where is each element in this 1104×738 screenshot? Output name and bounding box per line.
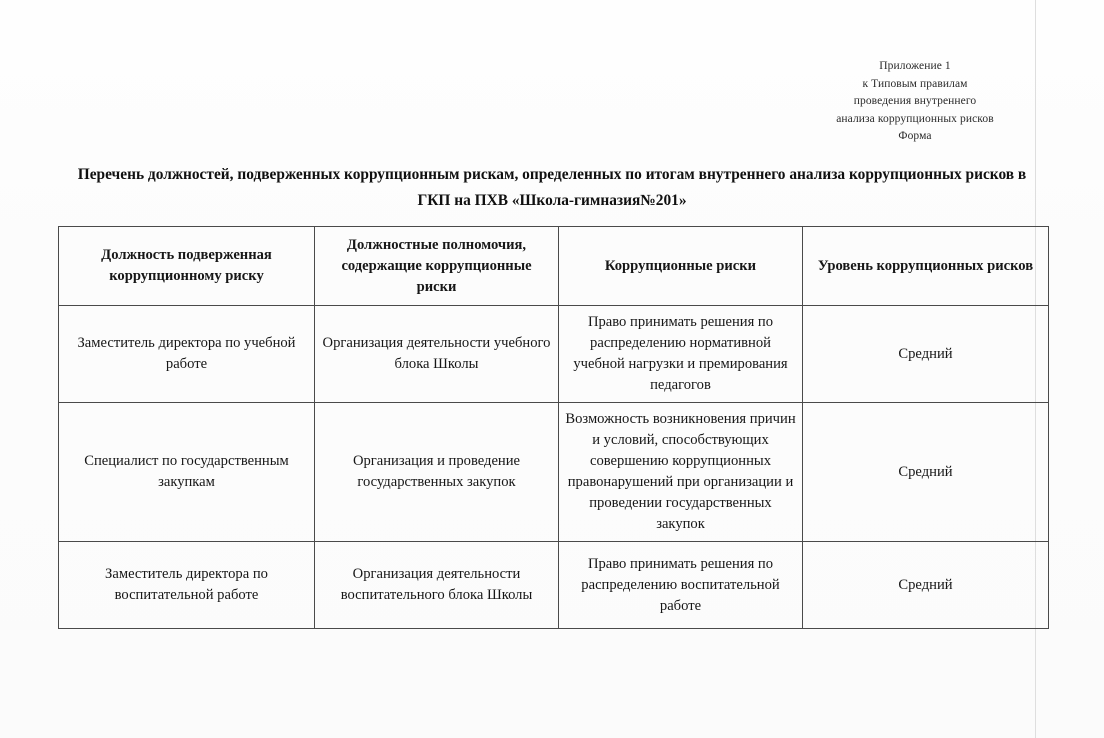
cell-position: Заместитель директора по учебной работе: [59, 306, 315, 403]
cell-risks: Право принимать решения по распределению воспитательной работе: [559, 542, 803, 629]
table-row: [59, 403, 1049, 542]
corruption-risk-table: [58, 226, 1049, 629]
table-header-row: [59, 227, 1049, 306]
cell-level: Средний: [803, 542, 1049, 629]
reference-line-conduct: проведения внутреннего: [853, 95, 977, 107]
table-row: [59, 306, 1049, 403]
reference-line-analysis: анализа коррупционных рисков: [836, 112, 994, 125]
appendix-reference-block: [790, 58, 1040, 146]
reference-line-form: Форма: [898, 130, 932, 142]
cell-duties: Организация деятельности учебного блока Школы: [315, 306, 559, 403]
cell-position: Специалист по государственным закупкам: [59, 403, 315, 542]
cell-level: Средний: [803, 306, 1049, 403]
column-header-level: [803, 227, 1049, 306]
cell-risks: Право принимать решения по распределению нормативной учебной нагрузки и премирования педагогов: [559, 306, 803, 403]
cell-risks: Возможность возникновения причин и условий, способствующих совершению коррупционных правонарушений при организации и проведении государственных закупок: [559, 403, 803, 542]
cell-duties: Организация и проведение государственных закупок: [315, 403, 559, 542]
cell-level: Средний: [803, 403, 1049, 542]
column-header-position: Должность подверженная коррупционному риску: [59, 227, 315, 306]
column-header-level-text: Уровень коррупционных рисков: [817, 257, 1034, 274]
cell-position: Заместитель директора по воспитательной работе: [59, 542, 315, 629]
table-row: [59, 542, 1049, 629]
page-title: Перечень должностей, подверженных коррупционным рискам, определенных по итогам внутреннего анализа коррупционных рисков в ГКП на ПХВ «Школа-гимназия№201»: [77, 166, 1027, 209]
column-header-risks: Коррупционные риски: [559, 227, 803, 306]
cell-duties: Организация деятельности воспитательного блока Школы: [315, 542, 559, 629]
reference-line-rules: к Типовым правилам: [862, 77, 968, 90]
column-header-duties: Должностные полномочия, содержащие коррупционные риски: [315, 227, 559, 306]
reference-line-appendix: Приложение 1: [879, 60, 951, 72]
